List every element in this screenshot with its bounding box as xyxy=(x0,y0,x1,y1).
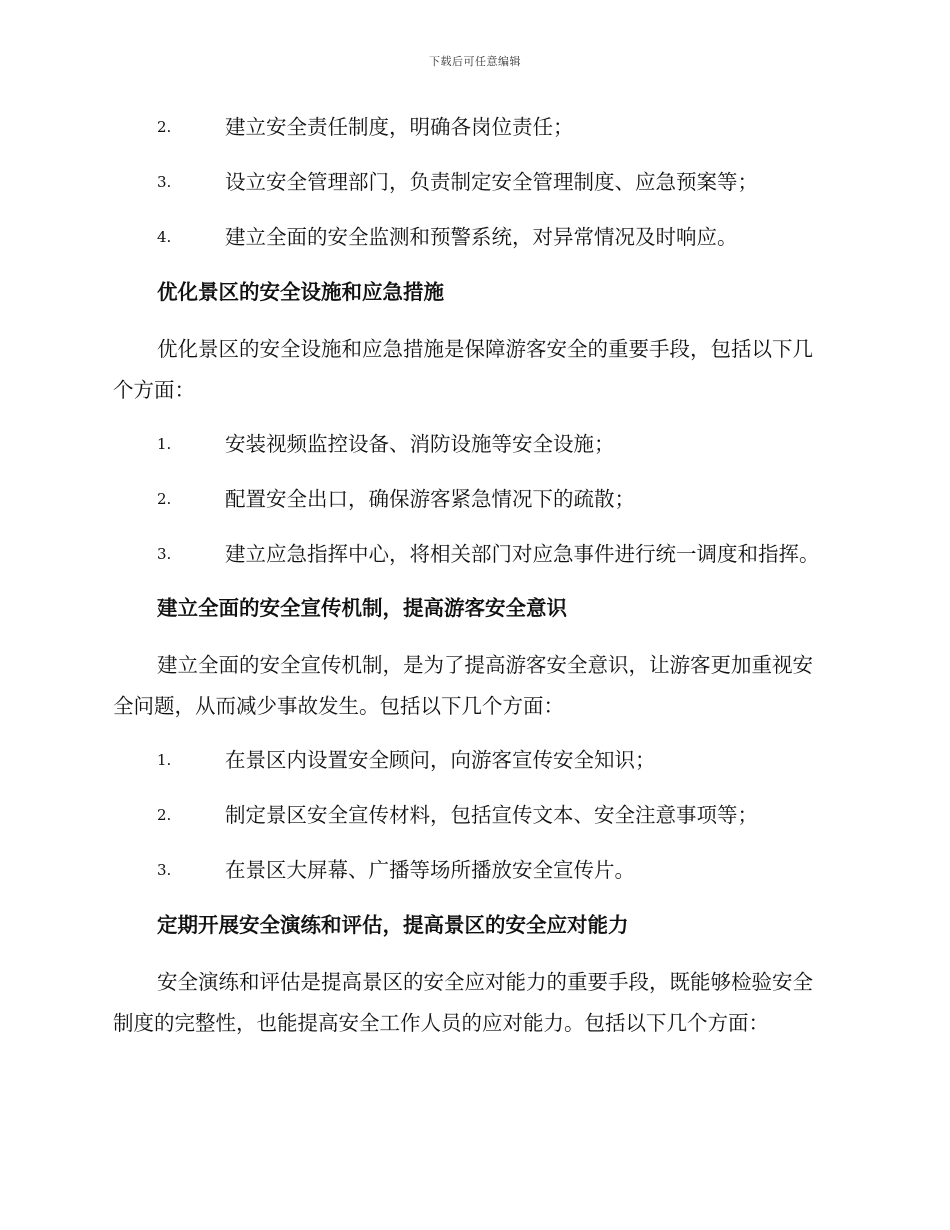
list-item-text: 配置安全出口，确保游客紧急情况下的疏散； xyxy=(225,487,635,511)
list-item xyxy=(113,535,833,589)
list-item-text: 建立应急指挥中心，将相关部门对应急事件进行统一调度和指挥。 xyxy=(225,542,820,566)
document-body xyxy=(113,108,833,1058)
list-item-text: 设立安全管理部门，负责制定安全管理制度、应急预案等； xyxy=(225,170,758,194)
paragraph: 优化景区的安全设施和应急措施是保障游客安全的重要手段，包括以下几个方面： xyxy=(113,337,813,402)
list-item-number: 4. xyxy=(157,228,172,246)
list-item xyxy=(113,425,833,480)
section-heading: 定期开展安全演练和评估，提高景区的安全应对能力 xyxy=(157,913,629,937)
list-item-text: 安装视频监控设备、消防设施等安全设施； xyxy=(225,432,615,456)
list-item xyxy=(113,108,833,163)
list-item-number: 1. xyxy=(157,435,172,453)
list-item xyxy=(113,796,833,851)
list-item xyxy=(113,163,833,218)
paragraph: 建立全面的安全宣传机制，是为了提高游客安全意识，让游客更加重视安全问题，从而减少事故发生。包括以下几个方面： xyxy=(113,653,813,718)
list-item-text: 建立安全责任制度，明确各岗位责任； xyxy=(225,115,574,139)
section-heading: 建立全面的安全宣传机制，提高游客安全意识 xyxy=(157,596,567,620)
list-item xyxy=(113,851,833,906)
list-item-number: 2. xyxy=(157,118,172,136)
list-item-number: 3. xyxy=(157,173,172,191)
list-item-text: 建立全面的安全监测和预警系统，对异常情况及时响应。 xyxy=(225,225,738,249)
list-item xyxy=(113,218,833,273)
page-header-note: 下载后可任意编辑 xyxy=(429,55,521,68)
list-item-text: 制定景区安全宣传材料，包括宣传文本、安全注意事项等； xyxy=(225,803,758,827)
list-item-number: 2. xyxy=(157,806,172,824)
list-item-text: 在景区大屏幕、广播等场所播放安全宣传片。 xyxy=(225,858,635,882)
list-item xyxy=(113,741,833,796)
list-item-number: 3. xyxy=(157,545,172,563)
section-heading: 优化景区的安全设施和应急措施 xyxy=(157,280,444,304)
list-item-number: 1. xyxy=(157,751,172,769)
list-item-number: 2. xyxy=(157,490,172,508)
list-item-number: 3. xyxy=(157,861,172,879)
list-item-text: 在景区内设置安全顾问，向游客宣传安全知识； xyxy=(225,748,656,772)
paragraph: 安全演练和评估是提高景区的安全应对能力的重要手段，既能够检验安全制度的完整性，也能提高安全工作人员的应对能力。包括以下几个方面： xyxy=(113,970,813,1035)
list-item xyxy=(113,480,833,535)
